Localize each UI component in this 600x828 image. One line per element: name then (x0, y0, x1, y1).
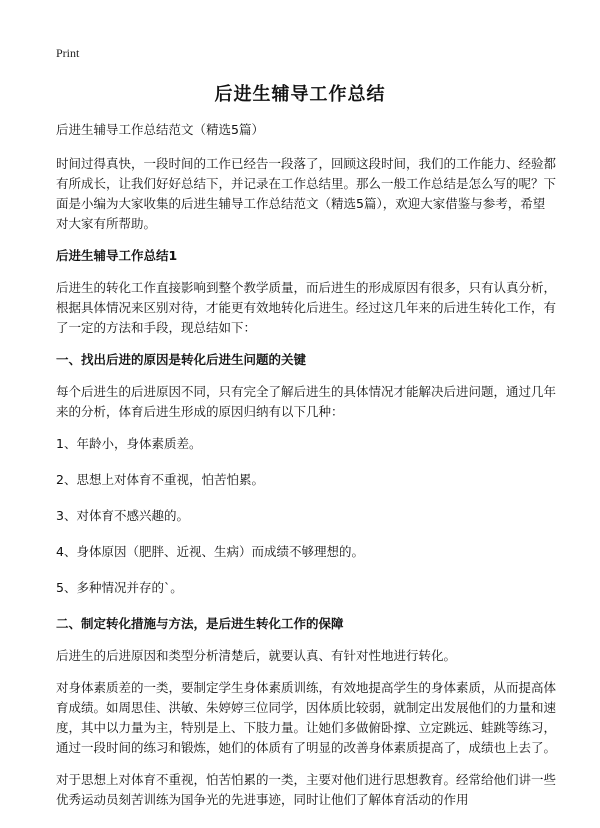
section-heading-1: 后进生辅导工作总结1 (56, 248, 178, 263)
subsection-heading-2: 二、制定转化措施与方法，是后进生转化工作的保障 (56, 616, 344, 631)
subsection-heading-1: 一、找出后进的原因是转化后进生问题的关键 (56, 352, 307, 367)
article-body (56, 120, 556, 822)
reason-item: 4、身体原因（肥胖、近视、生病）而成绩不够理想的。 (56, 544, 364, 559)
subsection-paragraph: 每个后进生的后进原因不同，只有完全了解后进生的具体情况才能解决后进问题，通过几年来的分析，体育后进生形成的原因归纳有以下几种： (56, 384, 557, 419)
print-link[interactable]: Print (56, 46, 80, 60)
reason-item: 3、对体育不感兴趣的。 (56, 508, 189, 523)
mind-paragraph: 对于思想上对体育不重视，怕苦怕累的一类，主要对他们进行思想教育。经常给他们讲一些优秀运动员刻苦训练为国争光的先进事迹，同时让他们了解体育活动的作用 (56, 772, 557, 807)
article-subtitle: 后进生辅导工作总结范文（精选5篇） (56, 122, 264, 137)
page-title: 后进生辅导工作总结 (214, 84, 386, 105)
reason-item: 2、思想上对体育不重视，怕苦怕累。 (56, 472, 264, 487)
intro-paragraph: 时间过得真快，一段时间的工作已经告一段落了，回顾这段时间，我们的工作能力、经验都有所成长，让我们好好总结下，并记录在工作总结里。那么一般工作总结是怎么写的呢？下面是小编为大家收集的后进生辅导工作总结范文（精选5篇），欢迎大家借鉴与参考，希望对大家有所帮助。 (56, 156, 557, 231)
section-paragraph: 后进生的转化工作直接影响到整个教学质量，而后进生的形成原因有很多，只有认真分析，根据具体情况来区别对待，才能更有效地转化后进生。经过这几年来的后进生转化工作，有了一定的方法和手段，现总结如下： (56, 280, 557, 335)
reason-item: 5、多种情况并存的`。 (56, 580, 183, 595)
physical-paragraph: 对身体素质差的一类，要制定学生身体素质训练，有效地提高学生的身体素质，从而提高体育成绩。如周思佳、洪敏、朱婷婷三位同学，因体质比较弱，就制定出发展他们的力量和速度，其中以力量为主，特别是上、下肢力量。让她们多做俯卧撑、立定跳远、蛙跳等练习，通过一段时间的练习和锻炼，她们的体质有了明显的改善身体素质提高了，成绩也上去了。 (56, 680, 557, 755)
reason-item: 1、年龄小，身体素质差。 (56, 436, 202, 451)
subsection-paragraph: 后进生的后进原因和类型分析清楚后，就要认真、有针对性地进行转化。 (56, 648, 457, 663)
